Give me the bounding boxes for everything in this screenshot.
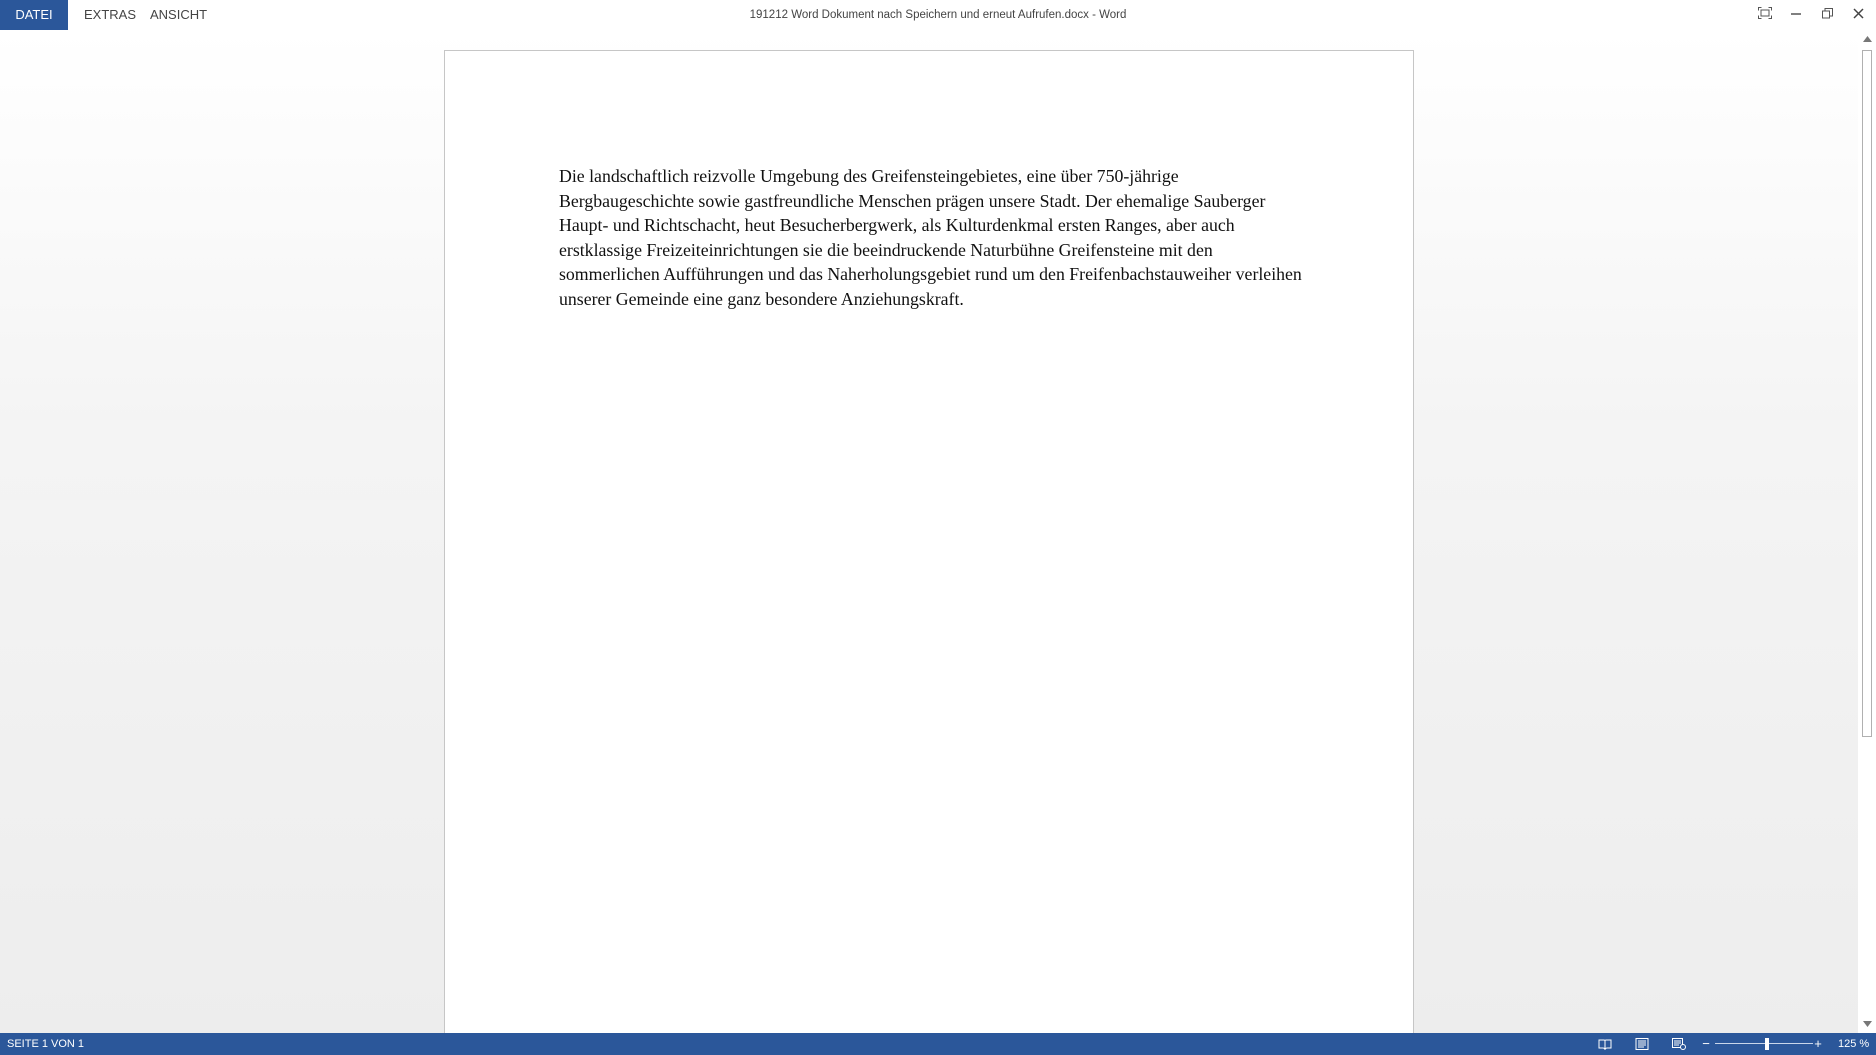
print-layout-icon[interactable] [1634, 1036, 1650, 1052]
tab-extras[interactable]: EXTRAS [84, 7, 137, 22]
scroll-up-icon[interactable] [1861, 33, 1873, 45]
vertical-scrollbar[interactable] [1858, 30, 1876, 1033]
zoom-slider[interactable] [1715, 1043, 1813, 1044]
close-icon[interactable] [1843, 0, 1873, 26]
tab-ansicht[interactable]: ANSICHT [150, 7, 208, 22]
restore-icon[interactable] [1812, 0, 1842, 26]
title-bar [0, 0, 1876, 30]
web-layout-icon[interactable] [1671, 1036, 1687, 1052]
scroll-thumb[interactable] [1862, 50, 1872, 737]
scroll-down-icon[interactable] [1861, 1018, 1873, 1030]
minimize-icon[interactable] [1781, 0, 1811, 26]
document-page[interactable] [444, 50, 1414, 1033]
full-screen-icon[interactable] [1750, 0, 1780, 26]
tab-datei[interactable]: DATEI [0, 0, 68, 30]
zoom-out-button[interactable]: − [1702, 1036, 1710, 1051]
zoom-in-button[interactable]: + [1814, 1036, 1822, 1051]
document-workspace [0, 30, 1858, 1033]
page-count[interactable]: SEITE 1 VON 1 [7, 1038, 85, 1050]
zoom-slider-thumb[interactable] [1765, 1038, 1769, 1050]
zoom-level[interactable]: 125 % [1838, 1038, 1870, 1050]
document-paragraph[interactable]: Die landschaftlich reizvolle Umgebung des Greifensteingebietes, eine über 750-jährige Bergbaugeschichte sowie gastfreundliche Menschen prägen unsere Stadt. Der ehemalige Sauberger Haupt- und Richtschacht, heut Besucherbergwerk, als Kulturdenkmal ersten Ranges, aber auch erstklassige Freizeiteinrichtungen sie die beeindruckende Naturbühne Greifensteine mit den sommerlichen Aufführungen und das Naherholungsgebiet rund um den Freifenbachstauweiher verleihen unserer Gemeinde eine ganz besondere Anziehungskraft. [559, 166, 1302, 309]
read-mode-icon[interactable] [1597, 1036, 1613, 1052]
status-bar [0, 1033, 1876, 1055]
document-title: 191212 Word Dokument nach Speichern und erneut Aufrufen.docx - Word [749, 9, 1127, 21]
